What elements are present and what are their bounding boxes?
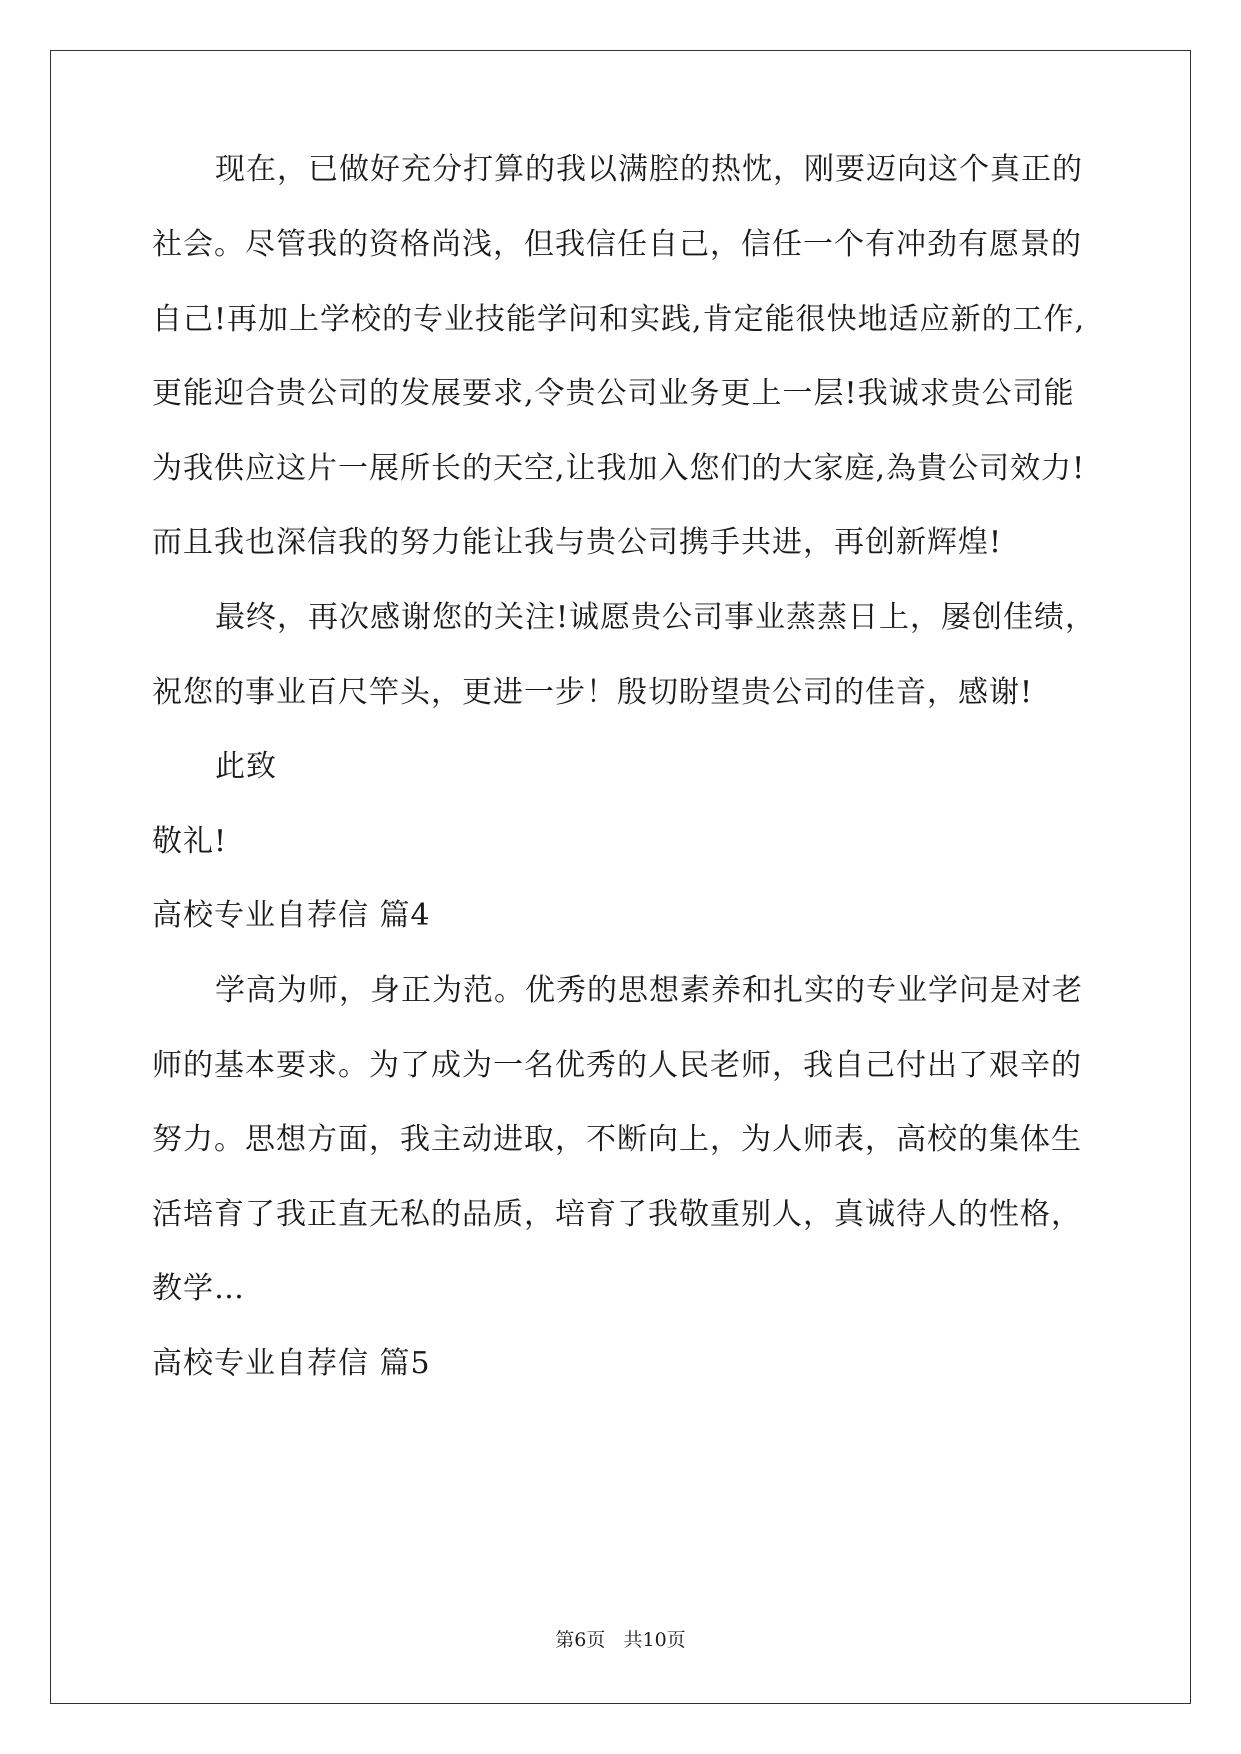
text-line: 教学… [152, 1271, 245, 1306]
text-line: 师的基本要求。为了成为一名优秀的人民老师，我自己付出了艰辛的 [152, 1048, 1082, 1083]
text-line: 最终，再次感谢您的关注!诚愿贵公司事业蒸蒸日上，屡创佳绩， [215, 600, 1097, 635]
text-line: 为我供应这片一展所长的天空,让我加入您们的大家庭,為貴公司效力! [152, 451, 1086, 486]
text-line: 活培育了我正直无私的品质，培育了我敬重别人，真诚待人的性格， [152, 1197, 1082, 1232]
text-line: 更能迎合贵公司的发展要求,令贵公司业务更上一层!我诚求贵公司能 [152, 376, 1075, 411]
text-line: 而且我也深信我的努力能让我与贵公司携手共进，再创新辉煌! [152, 525, 1003, 560]
text-line: 现在，已做好充分打算的我以满腔的热忱，刚要迈向这个真正的 [215, 152, 1083, 187]
text-line: 学高为师，身正为范。优秀的思想素养和扎实的专业学问是对老 [215, 973, 1083, 1008]
text-line: 社会。尽管我的资格尚浅，但我信任自己，信任一个有冲劲有愿景的 [152, 227, 1082, 262]
text-line: 祝您的事业百尺竿头，更进一步！殷切盼望贵公司的佳音，感谢! [152, 675, 1034, 710]
text-line: 努力。思想方面，我主动进取，不断向上，为人师表，高校的集体生 [152, 1122, 1082, 1157]
closing-regards: 敬礼! [152, 824, 228, 859]
page-border [50, 50, 1191, 1704]
page-number: 第6页 共10页 [555, 1629, 686, 1651]
section-heading: 高校专业自荐信 篇5 [152, 1346, 431, 1381]
section-heading: 高校专业自荐信 篇4 [152, 898, 431, 933]
closing-salutation: 此致 [215, 749, 277, 784]
text-line: 自己!再加上学校的专业技能学问和实践,肯定能很快地适应新的工作, [152, 302, 1086, 337]
